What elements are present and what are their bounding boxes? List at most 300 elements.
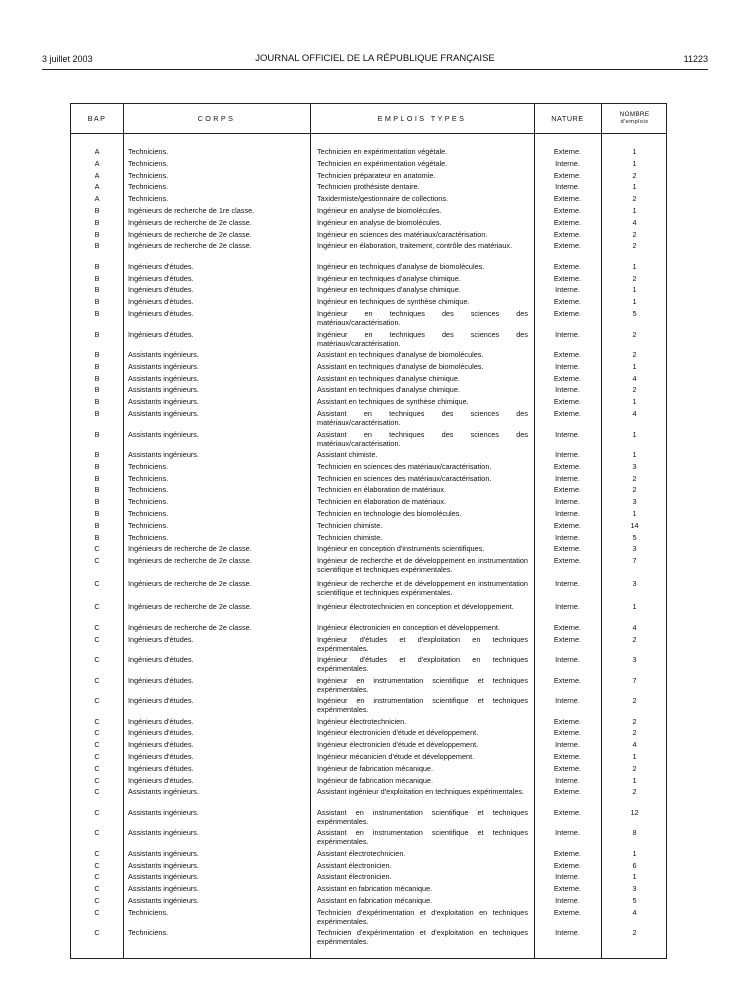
corps-cell: Ingénieurs d'études.	[128, 273, 194, 283]
bap-cell: B	[94, 273, 100, 283]
emploi-type-cell: Ingénieur en analyse de biomolécules.	[317, 205, 442, 215]
nombre-cell: 2	[632, 329, 637, 339]
bap-cell: B	[94, 297, 100, 307]
bap-cell: C	[94, 728, 100, 738]
nombre-cell: 3	[632, 884, 637, 894]
nombre-cell: 1	[632, 509, 637, 519]
corps-cell: Techniciens.	[128, 182, 169, 192]
emploi-type-cell: Ingénieur de recherche et de développement en instrumentation scientifique et techniques expérimentales.	[317, 579, 528, 598]
emploi-type-cell: Assistant électronicien.	[317, 872, 392, 882]
bap-cell: B	[94, 241, 100, 251]
nombre-cell: 2	[632, 716, 637, 726]
nombre-cell: 1	[632, 205, 637, 215]
nature-cell: Externe.	[553, 261, 582, 271]
nature-cell: Externe.	[553, 297, 582, 307]
nombre-cell: 2	[632, 634, 637, 644]
nombre-cell: 1	[632, 285, 637, 295]
bap-cell: C	[94, 655, 100, 665]
bap-cell: B	[94, 461, 100, 471]
nombre-cell: 4	[632, 217, 637, 227]
bap-cell: C	[94, 828, 100, 838]
nombre-cell: 1	[632, 158, 637, 168]
table-row	[71, 635, 668, 656]
column-header-corps: CORPS	[197, 114, 236, 123]
nature-cell: Interne.	[555, 655, 580, 665]
corps-cell: Assistants ingénieurs.	[128, 385, 199, 395]
nombre-cell: 8	[632, 828, 637, 838]
nature-cell: Externe.	[553, 485, 582, 495]
bap-cell: B	[94, 261, 100, 271]
table-body	[71, 147, 668, 949]
bap-cell: B	[94, 385, 100, 395]
nature-cell: Interne.	[555, 158, 580, 168]
corps-cell: Assistants ingénieurs.	[128, 848, 199, 858]
table-row	[71, 230, 668, 242]
table-row	[71, 861, 668, 873]
nombre-cell: 2	[632, 170, 637, 180]
table-row	[71, 397, 668, 409]
nombre-cell: 14	[630, 520, 639, 530]
nature-cell: Externe.	[553, 397, 582, 407]
emploi-type-cell: Technicien d'expérimentation et d'exploitation en techniques expérimentales.	[317, 907, 528, 926]
corps-cell: Ingénieurs d'études.	[128, 329, 194, 339]
emploi-type-cell: Ingénieur en élaboration, traitement, contrôle des matériaux.	[317, 241, 513, 251]
corps-cell: Assistants ingénieurs.	[128, 884, 199, 894]
table-row	[71, 849, 668, 861]
nature-cell: Externe.	[553, 461, 582, 471]
nombre-cell: 5	[632, 532, 637, 542]
emploi-type-cell: Technicien prothésiste dentaire.	[317, 182, 420, 192]
nature-cell: Externe.	[553, 907, 582, 917]
emploi-type-cell: Ingénieur électronicien d'étude et développement.	[317, 740, 479, 750]
bap-cell: C	[94, 895, 100, 905]
nombre-cell: 1	[632, 751, 637, 761]
nature-cell: Interne.	[555, 602, 580, 612]
nature-cell: Externe.	[553, 675, 582, 685]
nature-cell: Interne.	[555, 429, 580, 439]
table-row	[71, 896, 668, 908]
nombre-cell: 2	[632, 241, 637, 251]
nombre-cell: 2	[632, 728, 637, 738]
emploi-type-cell: Assistant ingénieur d'exploitation en techniques expérimentales.	[317, 787, 525, 797]
corps-cell: Ingénieurs de recherche de 2e classe.	[128, 602, 252, 612]
column-header-nombre-line2: d'emplois	[620, 118, 649, 125]
nombre-cell: 4	[632, 907, 637, 917]
table-row	[71, 218, 668, 230]
corps-cell: Assistants ingénieurs.	[128, 895, 199, 905]
emploi-type-cell: Ingénieur en conception d'instruments scientifiques.	[317, 544, 485, 554]
bap-cell: C	[94, 763, 100, 773]
emploi-type-cell: Technicien chimiste.	[317, 520, 383, 530]
nature-cell: Interne.	[555, 329, 580, 339]
table-row	[71, 350, 668, 362]
bap-cell: B	[94, 520, 100, 530]
corps-cell: Ingénieurs de recherche de 2e classe.	[128, 622, 252, 632]
bap-cell: B	[94, 485, 100, 495]
bap-cell: C	[94, 860, 100, 870]
emploi-type-cell: Technicien d'expérimentation et d'exploitation en techniques expérimentales.	[317, 928, 528, 947]
nature-cell: Externe.	[553, 860, 582, 870]
emploi-type-cell: Ingénieur en techniques d'analyse chimique.	[317, 285, 461, 295]
nature-cell: Interne.	[555, 872, 580, 882]
corps-cell: Ingénieurs de recherche de 1re classe.	[128, 205, 255, 215]
nombre-cell: 1	[632, 147, 637, 156]
bap-cell: C	[94, 928, 100, 938]
nature-cell: Externe.	[553, 556, 582, 566]
nature-cell: Externe.	[553, 205, 582, 215]
bap-cell: C	[94, 634, 100, 644]
emploi-type-cell: Ingénieur de recherche et de développement en instrumentation scientifique et techniques expérimentales.	[317, 556, 528, 575]
corps-cell: Ingénieurs d'études.	[128, 728, 194, 738]
corps-cell: Ingénieurs d'études.	[128, 285, 194, 295]
bap-cell: B	[94, 217, 100, 227]
corps-cell: Ingénieurs de recherche de 2e classe.	[128, 241, 252, 251]
corps-cell: Ingénieurs d'études.	[128, 751, 194, 761]
bap-cell: B	[94, 361, 100, 371]
corps-cell: Ingénieurs d'études.	[128, 696, 194, 706]
corps-cell: Ingénieurs d'études.	[128, 740, 194, 750]
table-row	[71, 430, 668, 451]
nature-cell: Externe.	[553, 848, 582, 858]
table-row	[71, 450, 668, 462]
corps-cell: Ingénieurs d'études.	[128, 775, 194, 785]
corps-cell: Assistants ingénieurs.	[128, 409, 199, 419]
nature-cell: Interne.	[555, 182, 580, 192]
emploi-type-cell: Ingénieur électronicien en conception et développement.	[317, 622, 500, 632]
nature-cell: Interne.	[555, 497, 580, 507]
emploi-type-cell: Ingénieur de fabrication mécanique.	[317, 775, 434, 785]
nature-cell: Interne.	[555, 385, 580, 395]
corps-cell: Ingénieurs de recherche de 2e classe.	[128, 579, 252, 589]
emploi-type-cell: Technicien en élaboration de matériaux.	[317, 485, 446, 495]
corps-cell: Assistants ingénieurs.	[128, 429, 199, 439]
emploi-type-cell: Technicien en technologie des biomolécules.	[317, 509, 462, 519]
emploi-type-cell: Assistant en fabrication mécanique.	[317, 895, 433, 905]
emploi-type-cell: Ingénieur mécanicien d'étude et développement.	[317, 751, 475, 761]
corps-cell: Ingénieurs de recherche de 2e classe.	[128, 217, 252, 227]
column-header-nombre-line1: NOMBRE	[619, 111, 650, 118]
emploi-type-cell: Ingénieur en techniques de synthèse chimique.	[317, 297, 470, 307]
table-row	[71, 908, 668, 929]
table-row	[71, 497, 668, 509]
table-row	[71, 194, 668, 206]
corps-cell: Ingénieurs d'études.	[128, 655, 194, 665]
nature-cell: Interne.	[555, 509, 580, 519]
nombre-cell: 3	[632, 497, 637, 507]
emploi-type-cell: Technicien chimiste.	[317, 532, 383, 542]
emploi-type-cell: Technicien en sciences des matériaux/caractérisation.	[317, 461, 492, 471]
table-row	[71, 872, 668, 884]
emploi-type-cell: Technicien en sciences des matériaux/caractérisation.	[317, 473, 492, 483]
nombre-cell: 3	[632, 461, 637, 471]
table-row	[71, 808, 668, 829]
bap-cell: B	[94, 350, 100, 360]
bap-cell: C	[94, 675, 100, 685]
nature-cell: Externe.	[553, 634, 582, 644]
nature-cell: Interne.	[555, 285, 580, 295]
corps-cell: Assistants ingénieurs.	[128, 450, 199, 460]
bap-cell: C	[94, 696, 100, 706]
emplois-table	[70, 103, 667, 959]
nature-cell: Externe.	[553, 787, 582, 797]
corps-cell: Techniciens.	[128, 461, 169, 471]
nature-cell: Externe.	[553, 147, 582, 156]
emploi-type-cell: Ingénieur en sciences des matériaux/caractérisation.	[317, 229, 488, 239]
emploi-type-cell: Ingénieur électronicien d'étude et développement.	[317, 728, 479, 738]
table-row	[71, 928, 668, 949]
nature-cell: Externe.	[553, 751, 582, 761]
corps-cell: Assistants ingénieurs.	[128, 373, 199, 383]
table-row	[71, 159, 668, 171]
nature-cell: Interne.	[555, 579, 580, 589]
bap-cell: B	[94, 309, 100, 319]
table-row	[71, 182, 668, 194]
nature-cell: Externe.	[553, 622, 582, 632]
corps-cell: Techniciens.	[128, 907, 169, 917]
nombre-cell: 4	[632, 373, 637, 383]
table-row	[71, 579, 668, 602]
corps-cell: Assistants ingénieurs.	[128, 397, 199, 407]
corps-cell: Assistants ingénieurs.	[128, 361, 199, 371]
bap-cell: C	[94, 872, 100, 882]
bap-cell: A	[94, 194, 100, 204]
bap-cell: C	[94, 579, 100, 589]
corps-cell: Assistants ingénieurs.	[128, 828, 199, 838]
header-date: 3 juillet 2003	[42, 54, 93, 64]
bap-cell: B	[94, 532, 100, 542]
corps-cell: Assistants ingénieurs.	[128, 872, 199, 882]
nombre-cell: 7	[632, 675, 637, 685]
table-row	[71, 409, 668, 430]
emploi-type-cell: Technicien préparateur en anatomie.	[317, 170, 436, 180]
corps-cell: Ingénieurs de recherche de 2e classe.	[128, 556, 252, 566]
table-row	[71, 623, 668, 635]
header-journal-title: JOURNAL OFFICIEL DE LA RÉPUBLIQUE FRANÇAISE	[255, 53, 495, 64]
table-row	[71, 462, 668, 474]
nature-cell: Interne.	[555, 895, 580, 905]
nature-cell: Interne.	[555, 740, 580, 750]
emploi-type-cell: Ingénieur en techniques d'analyse chimique.	[317, 273, 461, 283]
nombre-cell: 2	[632, 473, 637, 483]
table-row	[71, 655, 668, 676]
bap-cell: B	[94, 229, 100, 239]
emploi-type-cell: Ingénieur électrotechnicien.	[317, 716, 407, 726]
corps-cell: Techniciens.	[128, 147, 169, 156]
table-row	[71, 241, 668, 262]
bap-cell: C	[94, 740, 100, 750]
bap-cell: C	[94, 716, 100, 726]
nature-cell: Externe.	[553, 544, 582, 554]
corps-cell: Techniciens.	[128, 928, 169, 938]
emploi-type-cell: Ingénieur de fabrication mécanique.	[317, 763, 434, 773]
corps-cell: Assistants ingénieurs.	[128, 807, 199, 817]
emploi-type-cell: Assistant en techniques d'analyse de biomolécules.	[317, 361, 484, 371]
bap-cell: B	[94, 373, 100, 383]
nature-cell: Externe.	[553, 728, 582, 738]
nature-cell: Interne.	[555, 361, 580, 371]
table-row	[71, 521, 668, 533]
emploi-type-cell: Assistant en techniques d'analyse chimique.	[317, 385, 460, 395]
bap-cell: B	[94, 397, 100, 407]
nature-cell: Interne.	[555, 532, 580, 542]
nombre-cell: 2	[632, 928, 637, 938]
emploi-type-cell: Assistant en instrumentation scientifique et techniques expérimentales.	[317, 828, 528, 847]
nombre-cell: 1	[632, 361, 637, 371]
bap-cell: C	[94, 622, 100, 632]
nature-cell: Interne.	[555, 450, 580, 460]
corps-cell: Techniciens.	[128, 473, 169, 483]
header-page-number: 11223	[683, 54, 708, 64]
header-divider	[42, 69, 708, 70]
corps-cell: Ingénieurs d'études.	[128, 716, 194, 726]
corps-cell: Techniciens.	[128, 532, 169, 542]
table-row	[71, 206, 668, 218]
header-row-divider	[71, 133, 666, 134]
corps-cell: Ingénieurs de recherche de 2e classe.	[128, 544, 252, 554]
column-header-nature: NATURE	[551, 114, 584, 123]
corps-cell: Ingénieurs d'études.	[128, 763, 194, 773]
nombre-cell: 2	[632, 763, 637, 773]
nature-cell: Externe.	[553, 763, 582, 773]
page-header	[42, 52, 708, 66]
nombre-cell: 2	[632, 787, 637, 797]
nombre-cell: 1	[632, 450, 637, 460]
corps-cell: Assistants ingénieurs.	[128, 860, 199, 870]
emploi-type-cell: Technicien en expérimentation végétale.	[317, 147, 448, 156]
bap-cell: B	[94, 473, 100, 483]
bap-cell: A	[94, 158, 100, 168]
nombre-cell: 4	[632, 622, 637, 632]
nature-cell: Externe.	[553, 194, 582, 204]
nature-cell: Externe.	[553, 273, 582, 283]
emploi-type-cell: Ingénieur en instrumentation scientifique et techniques expérimentales.	[317, 696, 528, 715]
column-header-emplois-types: EMPLOIS TYPES	[377, 114, 467, 123]
table-row	[71, 171, 668, 183]
corps-cell: Techniciens.	[128, 485, 169, 495]
nature-cell: Externe.	[553, 409, 582, 419]
table-row	[71, 884, 668, 896]
column-header-bap: BAP	[87, 114, 107, 123]
bap-cell: A	[94, 170, 100, 180]
emploi-type-cell: Assistant en instrumentation scientifique et techniques expérimentales.	[317, 807, 528, 826]
emploi-type-cell: Ingénieur en techniques des sciences des matériaux/caractérisation.	[317, 329, 528, 348]
bap-cell: B	[94, 429, 100, 439]
corps-cell: Assistants ingénieurs.	[128, 350, 199, 360]
corps-cell: Techniciens.	[128, 509, 169, 519]
table-row	[71, 485, 668, 497]
table-row	[71, 330, 668, 351]
table-row	[71, 474, 668, 486]
table-row	[71, 696, 668, 717]
bap-cell: B	[94, 497, 100, 507]
table-row	[71, 676, 668, 697]
corps-cell: Ingénieurs d'études.	[128, 261, 194, 271]
nombre-cell: 2	[632, 194, 637, 204]
nombre-cell: 2	[632, 229, 637, 239]
bap-cell: C	[94, 907, 100, 917]
emploi-type-cell: Assistant électronicien.	[317, 860, 392, 870]
nature-cell: Externe.	[553, 884, 582, 894]
bap-cell: C	[94, 848, 100, 858]
nombre-cell: 1	[632, 775, 637, 785]
nature-cell: Externe.	[553, 241, 582, 251]
nombre-cell: 1	[632, 261, 637, 271]
table-row	[71, 297, 668, 309]
emploi-type-cell: Assistant en techniques des sciences des matériaux/caractérisation.	[317, 429, 528, 448]
bap-cell: A	[94, 182, 100, 192]
emploi-type-cell: Ingénieur d'études et d'exploitation en techniques expérimentales.	[317, 655, 528, 674]
corps-cell: Techniciens.	[128, 194, 169, 204]
emploi-type-cell: Ingénieur électrotechnicien en conception et développement.	[317, 602, 514, 612]
table-row	[71, 717, 668, 729]
corps-cell: Techniciens.	[128, 158, 169, 168]
emploi-type-cell: Technicien en expérimentation végétale.	[317, 158, 448, 168]
table-row	[71, 556, 668, 579]
bap-cell: C	[94, 602, 100, 612]
corps-cell: Assistants ingénieurs.	[128, 787, 199, 797]
table-row	[71, 147, 668, 159]
emploi-type-cell: Assistant en fabrication mécanique.	[317, 884, 433, 894]
nombre-cell: 1	[632, 429, 637, 439]
table-row	[71, 776, 668, 788]
bap-cell: B	[94, 450, 100, 460]
nombre-cell: 3	[632, 544, 637, 554]
nombre-cell: 7	[632, 556, 637, 566]
emploi-type-cell: Technicien en élaboration de matériaux.	[317, 497, 446, 507]
table-row	[71, 787, 668, 808]
table-row	[71, 752, 668, 764]
nature-cell: Externe.	[553, 309, 582, 319]
nombre-cell: 3	[632, 579, 637, 589]
emploi-type-cell: Ingénieur en techniques d'analyse de biomolécules.	[317, 261, 485, 271]
nature-cell: Externe.	[553, 807, 582, 817]
nombre-cell: 1	[632, 182, 637, 192]
nature-cell: Interne.	[555, 928, 580, 938]
nombre-cell: 4	[632, 740, 637, 750]
bap-cell: B	[94, 205, 100, 215]
table-row	[71, 602, 668, 623]
nombre-cell: 2	[632, 350, 637, 360]
nature-cell: Interne.	[555, 473, 580, 483]
emploi-type-cell: Assistant en techniques d'analyse de biomolécules.	[317, 350, 484, 360]
table-row	[71, 740, 668, 752]
bap-cell: C	[94, 884, 100, 894]
nature-cell: Externe.	[553, 716, 582, 726]
table-row	[71, 274, 668, 286]
table-row	[71, 544, 668, 556]
table-row	[71, 509, 668, 521]
nombre-cell: 1	[632, 397, 637, 407]
emploi-type-cell: Ingénieur en techniques des sciences des matériaux/caractérisation.	[317, 309, 528, 328]
bap-cell: C	[94, 556, 100, 566]
corps-cell: Ingénieurs d'études.	[128, 634, 194, 644]
table-row	[71, 728, 668, 740]
nature-cell: Interne.	[555, 828, 580, 838]
nombre-cell: 1	[632, 297, 637, 307]
emploi-type-cell: Ingénieur en analyse de biomolécules.	[317, 217, 442, 227]
table-row	[71, 362, 668, 374]
nature-cell: Externe.	[553, 229, 582, 239]
table-row	[71, 262, 668, 274]
bap-cell: C	[94, 544, 100, 554]
nature-cell: Externe.	[553, 170, 582, 180]
nombre-cell: 5	[632, 309, 637, 319]
nombre-cell: 5	[632, 895, 637, 905]
bap-cell: B	[94, 329, 100, 339]
nombre-cell: 12	[630, 807, 639, 817]
corps-cell: Ingénieurs d'études.	[128, 297, 194, 307]
nature-cell: Externe.	[553, 373, 582, 383]
